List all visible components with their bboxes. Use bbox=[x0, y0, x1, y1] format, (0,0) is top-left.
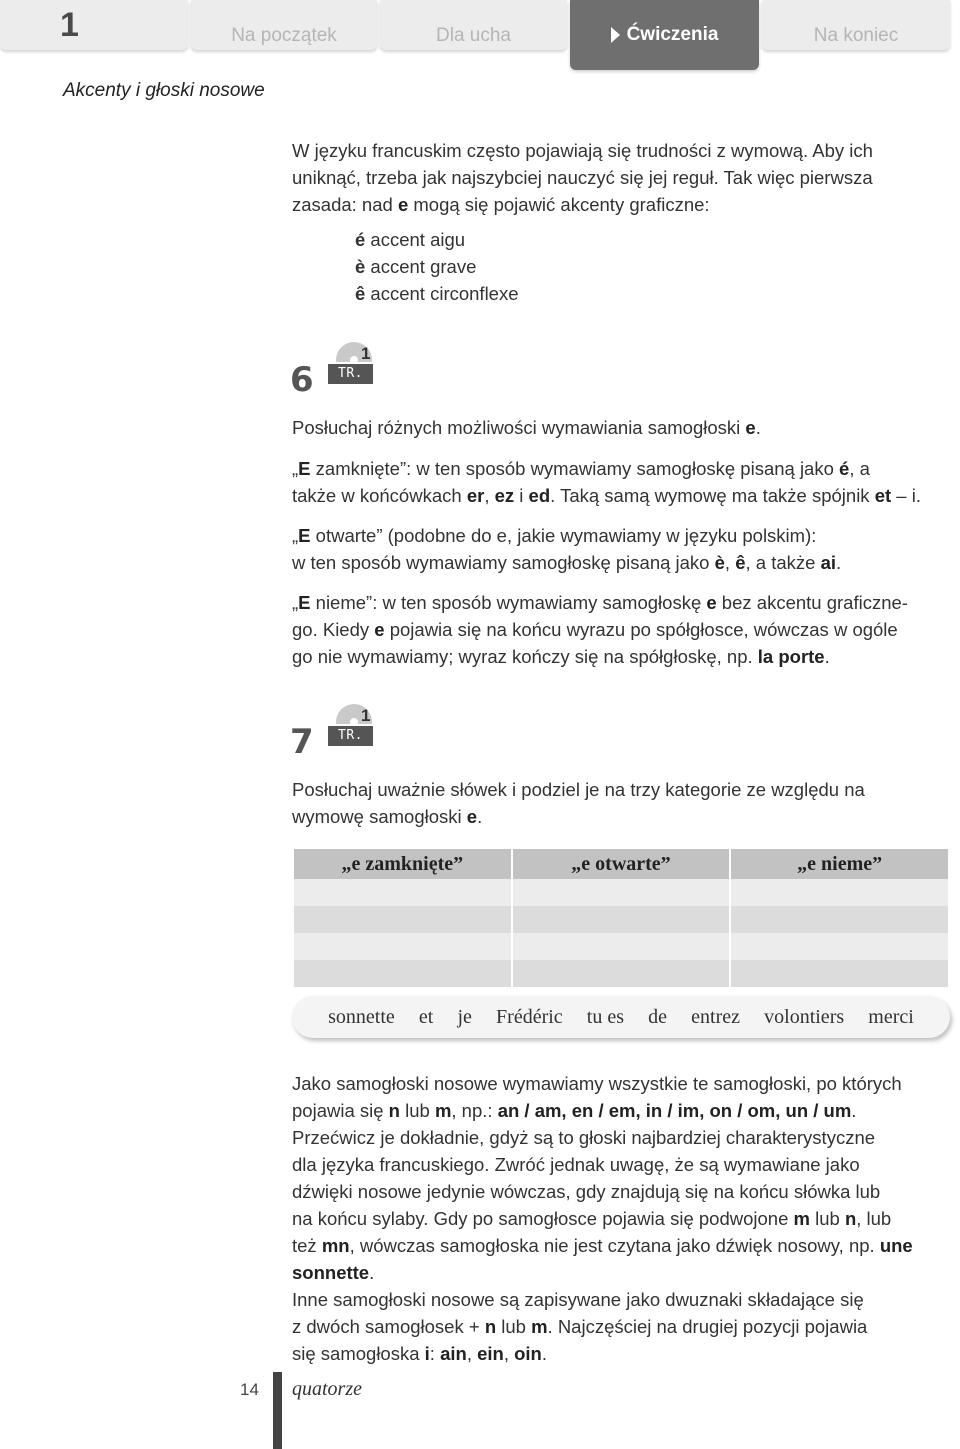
column-header: „e zamknięte” bbox=[294, 849, 511, 879]
answer-cell[interactable] bbox=[513, 933, 730, 960]
accent-item: ê accent circonflexe bbox=[355, 283, 519, 304]
tab-na-koniec[interactable]: Na koniec bbox=[762, 0, 950, 50]
track-label: TR. 05 bbox=[328, 726, 373, 746]
section-title: Akcenty i głoski nosowe bbox=[63, 80, 265, 101]
cd-number: 1 bbox=[361, 706, 371, 725]
play-arrow-icon bbox=[611, 27, 620, 43]
answer-cell[interactable] bbox=[294, 960, 511, 987]
table-row bbox=[294, 879, 948, 906]
tab-na-poczatek[interactable]: Na początek bbox=[191, 0, 377, 50]
intro-line: zasada: nad e mogą się pojawić akcenty graficzne: bbox=[292, 194, 710, 215]
footer-divider bbox=[273, 1372, 282, 1449]
word-item[interactable]: je bbox=[457, 1005, 472, 1028]
column-header: „e otwarte” bbox=[513, 849, 730, 879]
word-item[interactable]: et bbox=[418, 1005, 434, 1028]
page-number-word: quatorze bbox=[292, 1378, 362, 1400]
accent-item: é accent aigu bbox=[355, 229, 466, 250]
word-item[interactable]: tu es bbox=[586, 1005, 625, 1028]
table-row bbox=[294, 933, 948, 960]
word-bank bbox=[292, 996, 950, 1038]
column-header: „e nieme” bbox=[731, 849, 948, 879]
answer-cell[interactable] bbox=[731, 879, 948, 906]
exercise-instruction: Posłuchaj uważnie słówek i podziel je na trzy kategorie ze względu na wymowę samogłoski e. bbox=[292, 779, 865, 827]
exercise-number: 7 bbox=[290, 722, 314, 762]
word-item[interactable]: de bbox=[648, 1005, 668, 1028]
word-item[interactable]: merci bbox=[868, 1005, 914, 1028]
word-item[interactable]: entrez bbox=[691, 1005, 741, 1028]
intro-line: uniknąć, trzeba jak najszybciej nauczyć się jej reguł. Tak więc pierwsza bbox=[292, 167, 873, 188]
word-item[interactable]: volontiers bbox=[764, 1005, 845, 1028]
cd-track-badge[interactable] bbox=[328, 704, 374, 763]
answer-cell[interactable] bbox=[731, 960, 948, 987]
intro-paragraph bbox=[292, 137, 952, 218]
closed-e-paragraph: „E zamknięte”: w ten sposób wymawiamy samogłoskę pisaną jako é, a także w końcówkach er, ez i ed. Taką samą wymowę ma także spójnik et – i. bbox=[292, 458, 921, 506]
track-label: TR. 05 bbox=[328, 364, 373, 384]
table-row bbox=[294, 906, 948, 933]
cd-number: 1 bbox=[361, 344, 371, 363]
tab-cwiczenia-label: Ćwiczenia bbox=[626, 24, 719, 45]
answer-cell[interactable] bbox=[513, 879, 730, 906]
mute-e-paragraph: „E nieme”: w ten sposób wymawiamy samogłoskę e bez akcentu graficzne- go. Kiedy e pojawia się na końcu wyrazu po spółgłosce, wówczas w ogóle go nie wymawiamy; wyraz kończy się na spółgłoskę, np. la porte. bbox=[292, 592, 908, 667]
accent-item: è accent grave bbox=[355, 256, 477, 277]
exercise-number: 6 bbox=[290, 360, 314, 400]
answer-cell[interactable] bbox=[513, 960, 730, 987]
answer-cell[interactable] bbox=[513, 906, 730, 933]
table-row bbox=[294, 960, 948, 987]
chapter-number: 1 bbox=[0, 0, 188, 50]
accent-list bbox=[355, 226, 519, 307]
category-table bbox=[292, 849, 950, 987]
answer-cell[interactable] bbox=[731, 933, 948, 960]
cd-track-badge[interactable] bbox=[328, 342, 374, 401]
page-number: 14 bbox=[240, 1380, 259, 1399]
answer-cell[interactable] bbox=[294, 906, 511, 933]
answer-cell[interactable] bbox=[731, 906, 948, 933]
tab-cwiczenia[interactable] bbox=[570, 0, 759, 70]
nasal-vowels-paragraph: Jako samogłoski nosowe wymawiamy wszystkie te samogłoski, po których pojawia się n lub m, np.: an / am, en / em, in / im, on / om, un / um. Przećwicz je dokładnie, gdyż są to głoski najbardziej charakterystyczne dla języka francuskiego. Zwróć jednak uwagę, że są wymawiane jako dźwięki nosowe jedynie wówczas, gdy znajdują się na końcu słówka lub na końcu sylaby. Gdy po samogłosce pojawia się podwojone m lub n, lub też mn, wówczas samogłoska nie jest czytana jako dźwięk nosowy, np. une sonnette. Inne samogłoski nosowe są zapisywane jako dwuznaki składające się z dwóch samogłosek + n lub m. Najczęściej na drugiej pozycji pojawia się samogłoska i: ain, ein, oin. bbox=[292, 1073, 913, 1364]
chapter-nav bbox=[0, 0, 960, 70]
word-item[interactable]: Frédéric bbox=[496, 1005, 563, 1028]
exercise-instruction: Posłuchaj różnych możliwości wymawiania samogłoski e. bbox=[292, 417, 761, 438]
intro-line: W języku francuskim często pojawiają się trudności z wymową. Aby ich bbox=[292, 140, 873, 161]
table-header-row bbox=[294, 849, 948, 879]
answer-cell[interactable] bbox=[294, 933, 511, 960]
word-item[interactable]: sonnette bbox=[328, 1005, 395, 1028]
tab-dla-ucha[interactable]: Dla ucha bbox=[380, 0, 567, 50]
open-e-paragraph: „E otwarte” (podobne do e, jakie wymawiamy w języku polskim): w ten sposób wymawiamy samogłoskę pisaną jako è, ê, a także ai. bbox=[292, 525, 842, 573]
answer-cell[interactable] bbox=[294, 879, 511, 906]
